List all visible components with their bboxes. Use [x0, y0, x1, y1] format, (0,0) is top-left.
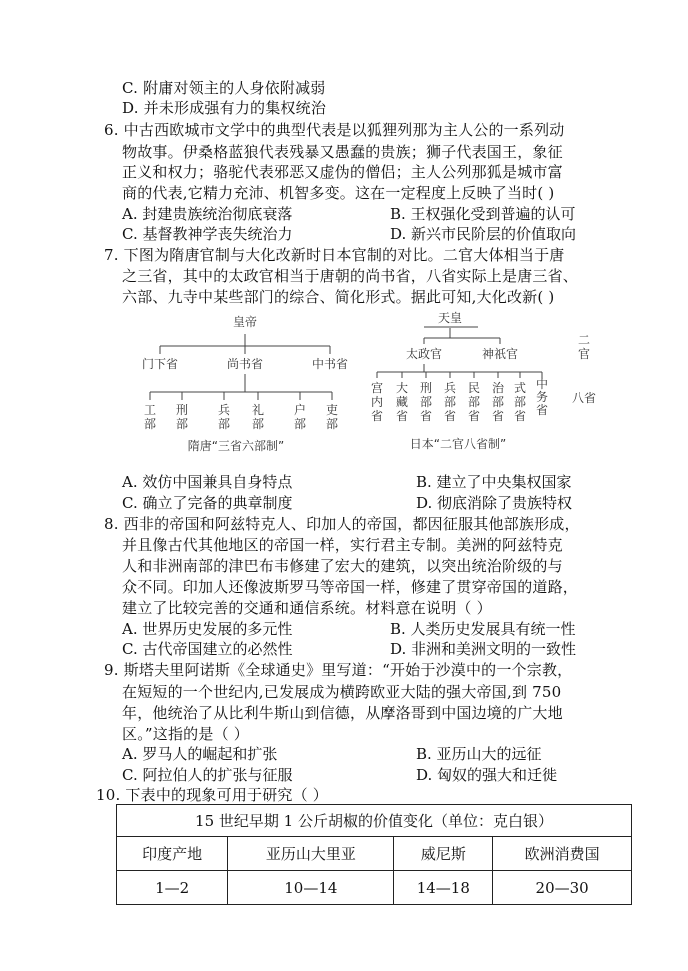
- government-structure-figure: [122, 308, 596, 468]
- japan-ministry-kunai-char-2: 内: [370, 395, 384, 409]
- tang-ministry-li-personnel-char-1: 吏: [325, 403, 339, 417]
- q6-stem-line-1: 6. 中古西欧城市文学中的典型代表是以狐狸列那为主人公的一系列动: [104, 121, 565, 139]
- japan-ministry-gyobu-char-2: 部: [419, 395, 433, 409]
- japan-ministry-nakatsukasa-char-3: 省: [535, 403, 549, 417]
- tang-ministry-li-rites-char-1: 礼: [251, 403, 265, 417]
- q7-stem-line-3: 六部、九寺中某些部门的综合、简化形式。据此可知,大化改新( ): [122, 288, 555, 306]
- q9-option-b: B. 亚历山大的远征: [416, 745, 542, 763]
- q8-stem-line-5: 建立了比较完善的交通和通信系统。材料意在说明（ ）: [122, 599, 492, 617]
- q9-stem-line-1: 9. 斯塔夫里阿诺斯《全球通史》里写道：“开始于沙漠中的一个宗教，: [104, 661, 573, 679]
- tang-ministry-hu-char-2: 部: [293, 417, 307, 431]
- label-two-officials-char-2: 官: [577, 347, 591, 361]
- q10-stem: 10. 下表中的现象可用于研究（ ）: [96, 786, 328, 804]
- japan-emperor: 天皇: [437, 311, 463, 325]
- q9-option-d: D. 匈奴的强大和迁徙: [416, 766, 558, 784]
- tang-ministry-gong-char-1: 工: [143, 403, 157, 417]
- q9-stem-line-4: 区。”这指的是（ ）: [122, 725, 249, 743]
- table-cell: 20—30: [493, 871, 632, 905]
- tang-caption: 隋唐“三省六部制”: [187, 439, 285, 453]
- japan-ministry-shikibu: [514, 380, 526, 423]
- q6-stem-line-4: 商的代表,它精力充沛、机智多变。这在一定程度上反映了当时( ): [122, 184, 555, 202]
- table-row: [117, 871, 632, 905]
- tang-province-shangshu: 尚书省: [226, 357, 264, 371]
- tang-province-menxia: 门下省: [141, 357, 179, 371]
- japan-ministry-jibu-char-3: 省: [491, 409, 505, 423]
- table-header-cell: 印度产地: [117, 837, 228, 871]
- table-header-row: [117, 837, 632, 871]
- japan-ministry-minbu: [468, 381, 480, 423]
- tang-ministry-li-rites-char-2: 部: [251, 417, 265, 431]
- pepper-price-table: [116, 804, 632, 905]
- q6-option-a: A. 封建贵族统治彻底衰落: [122, 205, 293, 223]
- q9-option-a: A. 罗马人的崛起和扩张: [122, 745, 278, 763]
- japan-ministry-okura-char-3: 省: [395, 409, 409, 423]
- tang-ministry-bing: [218, 403, 230, 431]
- q8-option-c: C. 古代帝国建立的必然性: [122, 640, 293, 658]
- japan-ministry-nakatsukasa-char-1: 中: [535, 377, 549, 391]
- q8-option-a: A. 世界历史发展的多元性: [122, 620, 293, 638]
- q6-stem-line-3: 正义和权力；骆驼代表邪恶又虚伪的僧侣；主人公列那狐是城市富: [122, 163, 563, 181]
- q7-stem-line-2: 之三省，其中的太政官相当于唐朝的尚书省，八省实际上是唐三省、: [122, 267, 579, 285]
- q9-stem-line-3: 年，他统治了从比利牛斯山到信德，从摩洛哥到中国边境的广大地: [122, 704, 563, 722]
- q7-stem-line-1: 7. 下图为隋唐官制与大化改新时日本官制的对比。二官大体相当于唐: [104, 246, 565, 264]
- tang-ministry-hu: [294, 402, 306, 431]
- q7-option-b: B. 建立了中央集权国家: [416, 473, 572, 491]
- tang-ministry-li-rites: [252, 402, 264, 431]
- tang-ministry-bing-char-2: 部: [217, 417, 231, 431]
- tang-ministry-xing: [176, 403, 188, 431]
- table-cell: 10—14: [228, 871, 394, 905]
- table-cell: 14—18: [394, 871, 493, 905]
- tang-ministry-gong-char-2: 部: [143, 417, 157, 431]
- table-header-cell: 欧洲消费国: [493, 837, 632, 871]
- japan-ministry-kunai-char-1: 宫: [370, 381, 384, 395]
- q9-stem-line-2: 在短短的一个世纪内,已发展成为横跨欧亚大陆的强大帝国,到 750: [122, 683, 562, 701]
- japan-ministry-hyobu-char-3: 省: [443, 409, 457, 423]
- tang-ministry-gong: [144, 403, 156, 431]
- japan-system-diagram: [371, 311, 596, 451]
- japan-ministry-hyobu-char-2: 部: [443, 395, 457, 409]
- japan-ministry-jibu-char-2: 部: [491, 395, 505, 409]
- japan-ministry-minbu-char-1: 民: [467, 381, 481, 395]
- japan-ministry-jibu: [492, 381, 505, 423]
- tang-system-diagram: [142, 314, 348, 453]
- japan-ministry-kunai-char-3: 省: [370, 409, 384, 423]
- tang-province-zhongshu: 中书省: [311, 357, 349, 371]
- q7-option-a: A. 效仿中国兼具自身特点: [122, 473, 293, 491]
- q8-option-d: D. 非洲和美洲文明的一致性: [390, 640, 577, 658]
- tang-ministry-hu-char-1: 户: [293, 403, 307, 417]
- q8-stem-line-2: 并且像古代其他地区的帝国一样，实行君主专制。美洲的阿兹特克: [122, 536, 563, 554]
- japan-ministry-nakatsukasa: [536, 376, 548, 417]
- table-title: 15 世纪早期 1 公斤胡椒的价值变化（单位：克白银）: [117, 805, 632, 837]
- japan-ministry-hyobu: [444, 381, 456, 423]
- tang-ministry-xing-char-1: 刑: [175, 403, 189, 417]
- label-eight-ministries: 八省: [571, 391, 596, 405]
- japan-ministry-gyobu-char-1: 刑: [419, 381, 433, 395]
- japan-ministry-okura-char-1: 大: [395, 381, 409, 395]
- japan-caption: 日本“二官八省制”: [409, 437, 507, 451]
- table-header-cell: 亚历山大里亚: [228, 837, 394, 871]
- japan-ministry-jibu-char-1: 治: [491, 381, 505, 395]
- japan-ministry-shikibu-char-2: 部: [513, 395, 527, 409]
- tang-ministry-xing-char-2: 部: [175, 417, 189, 431]
- q7-option-d: D. 彻底消除了贵族特权: [416, 494, 573, 512]
- table-cell: 1—2: [117, 871, 228, 905]
- japan-ministry-nakatsukasa-char-2: 务: [535, 390, 549, 404]
- q5-option-d: D. 并未形成强有力的集权统治: [122, 99, 327, 117]
- tang-ministry-bing-char-1: 兵: [217, 403, 231, 417]
- q5-option-c: C. 附庸对领主的人身依附减弱: [122, 79, 326, 97]
- tang-ministry-li-personnel-char-2: 部: [325, 417, 339, 431]
- q8-stem-line-1: 8. 西非的帝国和阿兹特克人、印加人的帝国，都因征服其他部族形成，: [104, 515, 580, 533]
- japan-ministry-shikibu-char-1: 式: [513, 381, 527, 395]
- japan-official-dajokan: 太政官: [405, 347, 443, 361]
- table-header-cell: 威尼斯: [394, 837, 493, 871]
- japan-ministry-gyobu-char-3: 省: [419, 409, 433, 423]
- table-title-row: [117, 805, 632, 837]
- tang-ministry-li-personnel: [326, 403, 338, 431]
- tang-emperor: 皇帝: [232, 315, 258, 329]
- q9-option-c: C. 阿拉伯人的扩张与征服: [122, 766, 293, 784]
- q7-option-c: C. 确立了完备的典章制度: [122, 494, 293, 512]
- label-two-officials-char-1: 二: [577, 333, 591, 347]
- q8-stem-line-4: 众不同。印加人还像波斯罗马等帝国一样，修建了贯穿帝国的道路，: [122, 578, 579, 596]
- japan-ministry-okura-char-2: 藏: [395, 395, 409, 409]
- q6-option-c: C. 基督教神学丧失统治力: [122, 225, 293, 243]
- japan-ministry-gyobu: [420, 381, 432, 423]
- japan-ministry-okura: [396, 380, 408, 423]
- japan-ministry-hyobu-char-1: 兵: [443, 381, 457, 395]
- label-two-officials: [578, 333, 590, 361]
- q6-stem-line-2: 物故事。伊桑格蓝狼代表残暴又愚蠢的贵族；狮子代表国王，象征: [122, 143, 563, 161]
- q8-stem-line-3: 人和非洲南部的津巴布韦修建了宏大的建筑，以突出统治阶级的与: [122, 557, 563, 575]
- japan-ministry-minbu-char-3: 省: [467, 409, 481, 423]
- japan-ministry-shikibu-char-3: 省: [513, 409, 527, 423]
- q6-option-b: B. 王权强化受到普遍的认可: [390, 205, 576, 223]
- japan-official-jingikan: 神祇官: [481, 347, 519, 361]
- japan-ministry-minbu-char-2: 部: [467, 395, 481, 409]
- q8-option-b: B. 人类历史发展具有统一性: [390, 620, 576, 638]
- q6-option-d: D. 新兴市民阶层的价值取向: [390, 225, 577, 243]
- japan-ministry-kunai: [371, 381, 383, 423]
